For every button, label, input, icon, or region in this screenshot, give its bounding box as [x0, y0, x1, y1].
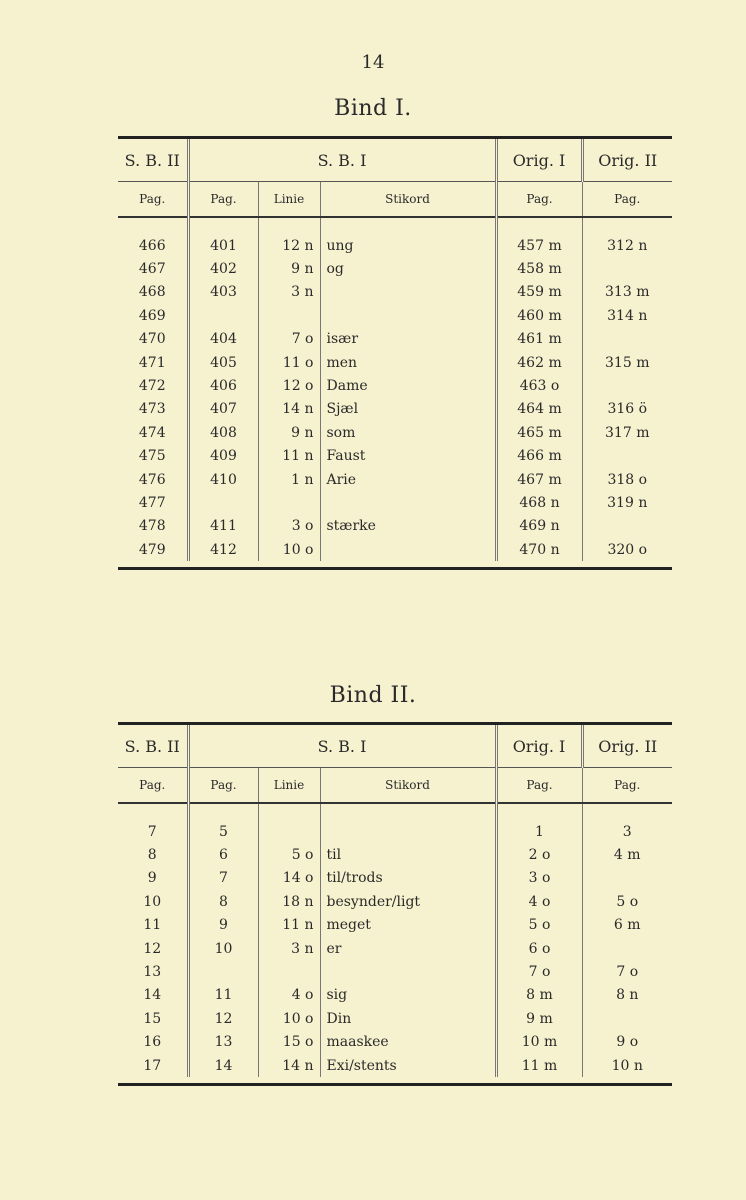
cell-sb2-pag: 16 — [143, 1034, 162, 1051]
table-row — [118, 257, 672, 280]
spacer-cell — [320, 217, 496, 234]
spacer-cell — [118, 803, 188, 820]
cell-sb1-pag: 408 — [188, 421, 258, 444]
cell-orig2-pag: 317 m — [582, 421, 672, 444]
table-row — [118, 328, 672, 351]
table-row — [118, 867, 672, 890]
cell-sb1-pag — [188, 304, 258, 327]
spacer-cell — [320, 803, 496, 820]
cell-sb1-stikord: sig — [320, 984, 496, 1007]
spacer-cell — [582, 803, 672, 820]
cell-orig1-pag: 466 m — [496, 445, 582, 468]
cell-sb1-stikord: Exi/stents — [320, 1054, 496, 1077]
cell-sb2-pag: 9 — [147, 870, 157, 887]
table-row — [118, 421, 672, 444]
cell-sb1-linie: 11 n — [258, 914, 320, 937]
cell-sb2-pag: 479 — [138, 541, 166, 558]
cell-sb1-pag: 406 — [188, 374, 258, 397]
cell-sb1-stikord — [320, 820, 496, 843]
cell-sb1-linie: 10 o — [258, 1007, 320, 1030]
subheader-stikord: Stikord — [320, 768, 496, 804]
cell-orig1-pag: 1 — [496, 820, 582, 843]
cell-orig1-pag: 8 m — [496, 984, 582, 1007]
subheader-pag: Pag. — [496, 768, 582, 804]
cell-sb1-linie: 12 o — [258, 374, 320, 397]
table-row — [118, 843, 672, 866]
table-row — [118, 304, 672, 327]
cell-sb1-stikord: besynder/ligt — [320, 890, 496, 913]
cell-sb1-linie — [258, 960, 320, 983]
cell-sb1-pag: 407 — [188, 398, 258, 421]
cell-sb1-pag: 402 — [188, 257, 258, 280]
cell-sb1-linie: 3 n — [258, 281, 320, 304]
table-row — [118, 1007, 672, 1030]
cell-orig2-pag: 5 o — [582, 890, 672, 913]
cell-sb2-pag: 476 — [138, 471, 166, 488]
cell-orig2-pag: 4 m — [582, 843, 672, 866]
cell-sb1-pag — [188, 491, 258, 514]
cell-sb2-pag: 11 — [143, 917, 162, 934]
spacer-cell — [582, 217, 672, 234]
cell-sb1-stikord: Arie — [320, 468, 496, 491]
cell-sb2-pag: 15 — [143, 1010, 162, 1027]
subheader-pag: Pag. — [188, 768, 258, 804]
concordance-table-bind-2 — [118, 722, 672, 1086]
cell-orig2-pag — [582, 328, 672, 351]
cell-orig1-pag: 469 n — [496, 515, 582, 538]
cell-orig1-pag: 468 n — [496, 491, 582, 514]
cell-sb1-pag: 13 — [188, 1031, 258, 1054]
subheader-pag: Pag. — [118, 768, 188, 804]
cell-orig2-pag: 313 m — [582, 281, 672, 304]
cell-sb1-pag: 9 — [188, 914, 258, 937]
table-row — [118, 398, 672, 421]
subheader-pag: Pag. — [188, 182, 258, 218]
cell-sb1-linie — [258, 820, 320, 843]
cell-sb2-pag: 472 — [138, 378, 166, 395]
table-row — [118, 351, 672, 374]
cell-sb1-pag: 7 — [188, 867, 258, 890]
cell-sb1-linie — [258, 304, 320, 327]
cell-sb2-pag: 8 — [147, 847, 157, 864]
cell-orig2-pag: 7 o — [582, 960, 672, 983]
cell-orig1-pag: 463 o — [496, 374, 582, 397]
cell-orig2-pag — [582, 445, 672, 468]
cell-sb2-pag: 474 — [138, 424, 166, 441]
header-sb1: S. B. I — [188, 725, 496, 768]
cell-orig1-pag: 460 m — [496, 304, 582, 327]
cell-sb1-pag: 412 — [188, 538, 258, 561]
cell-orig2-pag: 6 m — [582, 914, 672, 937]
table-row — [118, 960, 672, 983]
table-row — [118, 445, 672, 468]
table-row — [118, 468, 672, 491]
spacer-cell — [496, 803, 582, 820]
cell-sb1-stikord: som — [320, 421, 496, 444]
header-orig1: Orig. I — [496, 725, 582, 768]
cell-sb1-stikord: Din — [320, 1007, 496, 1030]
cell-sb2-pag: 14 — [143, 987, 162, 1004]
cell-orig2-pag — [582, 515, 672, 538]
table-row — [118, 937, 672, 960]
header-orig2: Orig. II — [582, 725, 672, 768]
subheader-pag: Pag. — [118, 182, 188, 218]
cell-sb2-pag: 13 — [143, 964, 162, 981]
cell-sb1-pag: 401 — [188, 234, 258, 257]
cell-sb1-pag — [188, 960, 258, 983]
cell-orig2-pag: 318 o — [582, 468, 672, 491]
page-number: 14 — [361, 52, 385, 73]
cell-sb1-stikord: og — [320, 257, 496, 280]
cell-sb1-stikord: til/trods — [320, 867, 496, 890]
cell-sb1-linie — [258, 491, 320, 514]
cell-sb1-pag: 11 — [188, 984, 258, 1007]
cell-orig2-pag: 314 n — [582, 304, 672, 327]
cell-sb1-linie: 1 n — [258, 468, 320, 491]
cell-sb2-pag: 467 — [138, 261, 166, 278]
cell-sb1-stikord: maaskee — [320, 1031, 496, 1054]
section-title-bind-1: Bind I. — [334, 96, 412, 121]
cell-sb1-pag: 404 — [188, 328, 258, 351]
cell-sb1-linie: 4 o — [258, 984, 320, 1007]
cell-sb2-pag: 468 — [138, 284, 166, 301]
spacer-cell — [496, 217, 582, 234]
cell-orig1-pag: 457 m — [496, 234, 582, 257]
cell-sb1-linie: 3 n — [258, 937, 320, 960]
cell-sb1-linie: 5 o — [258, 843, 320, 866]
spacer-cell — [188, 803, 258, 820]
cell-sb1-linie: 11 n — [258, 445, 320, 468]
cell-orig1-pag: 9 m — [496, 1007, 582, 1030]
cell-sb1-stikord: Sjæl — [320, 398, 496, 421]
header-sb2: S. B. II — [124, 736, 180, 756]
cell-sb1-stikord: men — [320, 351, 496, 374]
cell-sb1-linie: 14 n — [258, 1054, 320, 1077]
header-orig2: Orig. II — [582, 139, 672, 182]
cell-sb1-stikord: især — [320, 328, 496, 351]
cell-sb1-linie: 10 o — [258, 538, 320, 561]
cell-sb1-pag: 405 — [188, 351, 258, 374]
cell-sb2-pag: 7 — [147, 823, 157, 840]
table-row — [118, 538, 672, 561]
spacer-cell — [188, 217, 258, 234]
cell-sb1-pag: 409 — [188, 445, 258, 468]
cell-sb1-stikord — [320, 960, 496, 983]
cell-sb1-stikord — [320, 538, 496, 561]
cell-orig1-pag: 464 m — [496, 398, 582, 421]
cell-sb1-linie: 14 n — [258, 398, 320, 421]
table-row — [118, 491, 672, 514]
cell-sb2-pag: 475 — [138, 448, 166, 465]
cell-orig2-pag: 315 m — [582, 351, 672, 374]
spacer-cell — [258, 803, 320, 820]
cell-orig1-pag: 6 o — [496, 937, 582, 960]
cell-orig2-pag — [582, 374, 672, 397]
cell-orig1-pag: 5 o — [496, 914, 582, 937]
cell-sb1-linie: 9 n — [258, 257, 320, 280]
cell-sb1-pag: 410 — [188, 468, 258, 491]
cell-sb1-stikord: Dame — [320, 374, 496, 397]
table-row — [118, 281, 672, 304]
cell-orig1-pag: 3 o — [496, 867, 582, 890]
cell-sb1-stikord: Faust — [320, 445, 496, 468]
cell-sb1-stikord: meget — [320, 914, 496, 937]
cell-orig2-pag: 312 n — [582, 234, 672, 257]
subheader-pag: Pag. — [496, 182, 582, 218]
cell-orig1-pag: 10 m — [496, 1031, 582, 1054]
subheader-stikord: Stikord — [320, 182, 496, 218]
cell-orig2-pag — [582, 257, 672, 280]
cell-sb1-stikord: til — [320, 843, 496, 866]
spacer-row — [118, 803, 672, 820]
cell-sb1-pag: 403 — [188, 281, 258, 304]
cell-orig1-pag: 7 o — [496, 960, 582, 983]
table-row — [118, 515, 672, 538]
table-row — [118, 374, 672, 397]
table-row — [118, 820, 672, 843]
cell-orig2-pag: 319 n — [582, 491, 672, 514]
cell-sb1-stikord: er — [320, 937, 496, 960]
table-row — [118, 984, 672, 1007]
header-sb2: S. B. II — [124, 150, 180, 170]
table-row — [118, 1031, 672, 1054]
cell-sb1-pag: 6 — [188, 843, 258, 866]
concordance-table-bind-1 — [118, 136, 672, 570]
spacer-cell — [118, 217, 188, 234]
cell-orig1-pag: 470 n — [496, 538, 582, 561]
cell-orig1-pag: 4 o — [496, 890, 582, 913]
cell-orig1-pag: 11 m — [496, 1054, 582, 1077]
cell-sb1-pag: 12 — [188, 1007, 258, 1030]
cell-sb1-pag: 411 — [188, 515, 258, 538]
header-orig1: Orig. I — [496, 139, 582, 182]
table-row — [118, 234, 672, 257]
cell-sb1-stikord — [320, 491, 496, 514]
table-row — [118, 890, 672, 913]
cell-sb1-pag: 10 — [188, 937, 258, 960]
table-row — [118, 1054, 672, 1077]
cell-sb1-stikord: ung — [320, 234, 496, 257]
cell-sb2-pag: 469 — [138, 307, 166, 324]
cell-orig2-pag: 8 n — [582, 984, 672, 1007]
cell-sb1-stikord — [320, 281, 496, 304]
cell-orig1-pag: 467 m — [496, 468, 582, 491]
cell-orig2-pag — [582, 1007, 672, 1030]
cell-orig1-pag: 458 m — [496, 257, 582, 280]
cell-orig2-pag: 10 n — [582, 1054, 672, 1077]
cell-sb2-pag: 17 — [143, 1057, 162, 1074]
cell-sb2-pag: 473 — [138, 401, 166, 418]
cell-sb1-linie: 9 n — [258, 421, 320, 444]
cell-sb1-linie: 15 o — [258, 1031, 320, 1054]
cell-orig2-pag: 3 — [582, 820, 672, 843]
cell-sb1-linie: 3 o — [258, 515, 320, 538]
cell-orig2-pag: 9 o — [582, 1031, 672, 1054]
spacer-cell — [258, 217, 320, 234]
cell-sb2-pag: 10 — [143, 893, 162, 910]
subheader-pag: Pag. — [582, 182, 672, 218]
spacer-row — [118, 217, 672, 234]
cell-orig2-pag: 320 o — [582, 538, 672, 561]
header-sb1: S. B. I — [188, 139, 496, 182]
cell-sb1-linie: 12 n — [258, 234, 320, 257]
cell-sb2-pag: 470 — [138, 331, 166, 348]
cell-orig2-pag — [582, 937, 672, 960]
cell-orig1-pag: 459 m — [496, 281, 582, 304]
subheader-pag: Pag. — [582, 768, 672, 804]
cell-sb1-pag: 14 — [188, 1054, 258, 1077]
cell-orig1-pag: 461 m — [496, 328, 582, 351]
cell-sb1-stikord — [320, 304, 496, 327]
cell-sb1-linie: 18 n — [258, 890, 320, 913]
cell-sb2-pag: 12 — [143, 940, 162, 957]
cell-sb1-linie: 7 o — [258, 328, 320, 351]
cell-sb1-linie: 14 o — [258, 867, 320, 890]
subheader-linie: Linie — [258, 182, 320, 218]
subheader-linie: Linie — [258, 768, 320, 804]
cell-sb2-pag: 478 — [138, 518, 166, 535]
cell-sb2-pag: 471 — [138, 354, 166, 371]
cell-orig1-pag: 465 m — [496, 421, 582, 444]
cell-orig2-pag: 316 ö — [582, 398, 672, 421]
cell-sb2-pag: 466 — [138, 237, 166, 254]
cell-orig1-pag: 462 m — [496, 351, 582, 374]
cell-sb1-pag: 8 — [188, 890, 258, 913]
section-title-bind-2: Bind II. — [329, 683, 417, 708]
cell-orig1-pag: 2 o — [496, 843, 582, 866]
cell-sb1-linie: 11 o — [258, 351, 320, 374]
cell-sb1-stikord: stærke — [320, 515, 496, 538]
cell-sb1-pag: 5 — [188, 820, 258, 843]
cell-orig2-pag — [582, 867, 672, 890]
table-row — [118, 914, 672, 937]
cell-sb2-pag: 477 — [138, 494, 166, 511]
